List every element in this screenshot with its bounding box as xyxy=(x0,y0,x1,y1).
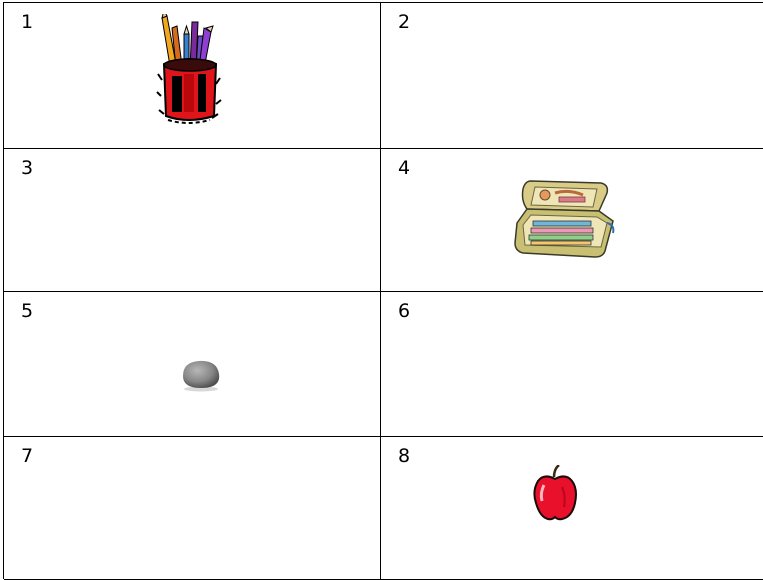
pencil-case-icon xyxy=(509,171,619,261)
grid-cell-1 xyxy=(4,3,381,149)
numbered-grid-table xyxy=(3,2,763,579)
grid-cell-6 xyxy=(381,292,763,437)
grid-cell-5 xyxy=(4,292,381,437)
eraser-icon xyxy=(179,358,223,392)
cell-number: 3 xyxy=(21,157,34,179)
grid-cell-2 xyxy=(381,3,763,149)
cell-number: 4 xyxy=(398,157,411,179)
grid-cell-4 xyxy=(381,149,763,292)
grid-cell-7 xyxy=(4,437,381,580)
grid-cell-8 xyxy=(381,437,763,580)
cell-number: 2 xyxy=(398,11,411,33)
cell-number: 1 xyxy=(21,11,34,33)
pencil-cup-icon xyxy=(154,14,224,124)
cell-number: 6 xyxy=(398,300,411,322)
cell-number: 8 xyxy=(398,445,411,467)
cell-number: 5 xyxy=(21,300,34,322)
cell-number: 7 xyxy=(21,445,34,467)
apple-icon xyxy=(532,465,578,521)
grid-cell-3 xyxy=(4,149,381,292)
